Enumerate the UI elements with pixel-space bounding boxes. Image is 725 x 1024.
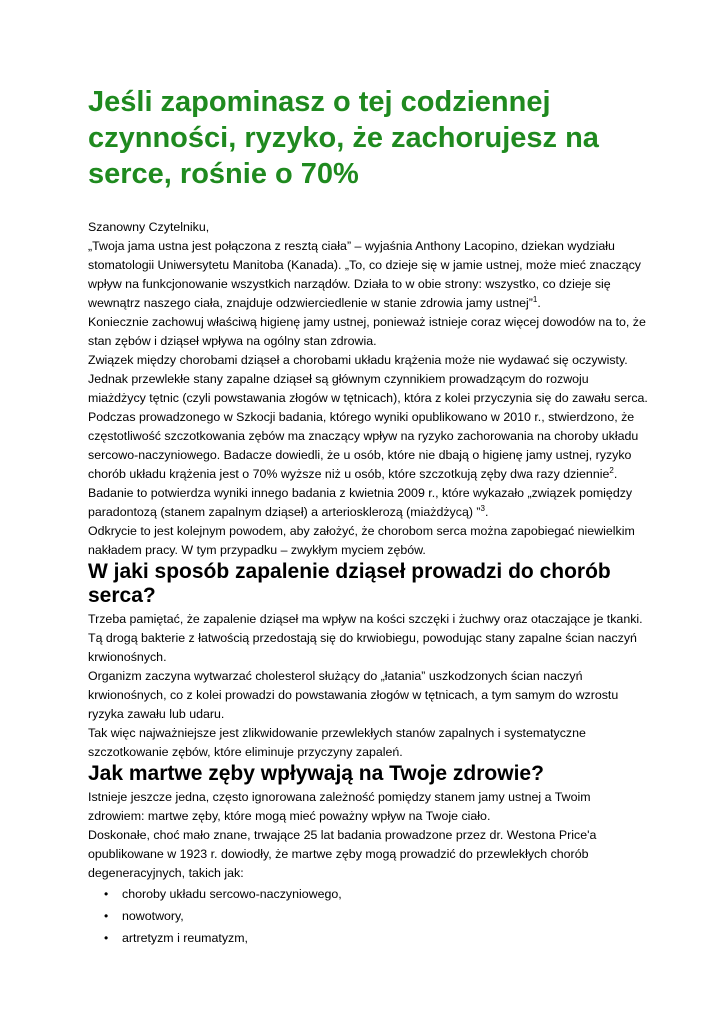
disease-list (88, 883, 648, 949)
section-paragraph: Istnieje jeszcze jedna, często ignorowana zależność pomiędzy stanem jamy ustnej a Twoim zdrowiem: martwe zęby, które mogą mieć poważny wpływ na Twoje ciało. (88, 790, 591, 823)
section-paragraph: Trzeba pamiętać, że zapalenie dziąseł ma wpływ na kości szczęki i żuchwy oraz otaczające je tkanki. Tą drogą bakterie z łatwością przedostają się do krwiobiegu, powodując stany zapalne ścian naczyń krwionośnych. (88, 612, 643, 664)
paragraph-text: Badanie to potwierdza wyniki innego badania z kwietnia 2009 r., które wykazało „związek pomiędzy paradontozą (stanem zapalnym dziąseł) a arteriosklerozą (miażdżycą) ” (88, 486, 633, 519)
intro-paragraph (88, 408, 648, 484)
footnote-marker: 2 (609, 465, 614, 475)
bullet-icon: • (104, 931, 109, 945)
list-item-text: choroby układu sercowo-naczyniowego, (122, 887, 342, 901)
intro-paragraph (88, 484, 648, 522)
paragraph-text: Koniecznie zachowuj właściwą higienę jamy ustnej, ponieważ istnieje coraz więcej dowodów na to, że stan zębów i dziąseł wpływa na ogólny stan zdrowia. (88, 315, 646, 348)
paragraph-text: Szanowny Czytelniku, (88, 220, 210, 234)
paragraph-text: . (537, 296, 541, 310)
list-item (104, 905, 648, 927)
section-dead-teeth (88, 762, 648, 949)
paragraph-text: . (613, 467, 618, 481)
bullet-icon: • (104, 909, 109, 923)
section-heading: W jaki sposób zapalenie dziąseł prowadzi do chorób serca? (88, 560, 611, 607)
bullet-icon: • (104, 887, 109, 901)
section-gum-disease (88, 560, 648, 762)
intro-section (88, 218, 648, 560)
intro-paragraph (88, 218, 648, 237)
section-paragraph: Doskonałe, choć mało znane, trwające 25 lat badania prowadzone przez dr. Westona Price'a opublikowane w 1923 r. dowiodły, że martwe zęby mogą prowadzić do przewlekłych chorób degeneracyjnych, takich jak: (88, 828, 597, 880)
paragraph-text: . (485, 505, 489, 519)
section-heading: Jak martwe zęby wpływają na Twoje zdrowie? (88, 762, 544, 785)
section-paragraph: Organizm zaczyna wytwarzać cholesterol służący do „łatania” uszkodzonych ścian naczyń krwionośnych, co z kolei prowadzi do powstawania złogów w tętnicach, a tym samym do wzrostu ryzyka zawału lub udaru. (88, 669, 619, 721)
paragraph-text: Związek między chorobami dziąseł a chorobami układu krążenia może nie wydawać się oczywisty. Jednak przewlekłe stany zapalne dziąseł są głównym czynnikiem prowadzącym do rozwoju miażdżycy tętnic (czyli powstawania złogów w tętnicach), która z kolei przyczynia się do zawału serca. (88, 353, 648, 405)
footnote-marker: 1 (532, 294, 538, 304)
intro-paragraph (88, 522, 648, 560)
list-item-text: nowotwory, (122, 909, 184, 923)
list-item-text: artretyzm i reumatyzm, (122, 931, 248, 945)
intro-paragraph (88, 313, 648, 351)
list-item (104, 927, 648, 949)
paragraph-text: Odkrycie to jest kolejnym powodem, aby założyć, że chorobom serca można zapobiegać niewielkim nakładem pracy. W tym przypadku – zwykłym myciem zębów. (88, 524, 635, 557)
document-page (88, 84, 648, 949)
footnote-marker: 3 (480, 503, 485, 513)
page-title: Jeśli zapominasz o tej codziennej czynności, ryzyko, że zachorujesz na serce, rośnie o 70% (88, 86, 599, 190)
intro-paragraph (88, 351, 648, 408)
section-paragraph: Tak więc najważniejsze jest zlikwidowanie przewlekłych stanów zapalnych i systematyczne szczotkowanie zębów, które eliminuje przyczyny zapaleń. (88, 726, 586, 759)
paragraph-text: „Twoja jama ustna jest połączona z resztą ciała” – wyjaśnia Anthony Lacopino, dziekan wydziału stomatologii Uniwersytetu Manitoba (Kanada). „To, co dzieje się w jamie ustnej, może mieć znaczący wpływ na funkcjonowanie wszystkich narządów. Działa to w obie strony: wszystko, co dzieje się wewnątrz naszego ciała, znajduje odzwierciedlenie w stanie zdrowia jamy ustnej” (88, 239, 641, 310)
list-item (104, 883, 648, 905)
paragraph-text: Podczas prowadzonego w Szkocji badania, którego wyniki opublikowano w 2010 r., stwierdzono, że częstotliwość szczotkowania zębów ma znaczący wpływ na ryzyko zachorowania na choroby układu sercowo-naczyniowego. Badacze dowiedli, że u osób, które nie dbają o higienę jamy ustnej, ryzyko chorób układu krążenia jest o 70% wyższe niż u osób, które szczotkują zęby dwa razy dziennie (88, 410, 639, 481)
intro-paragraph (88, 237, 648, 313)
